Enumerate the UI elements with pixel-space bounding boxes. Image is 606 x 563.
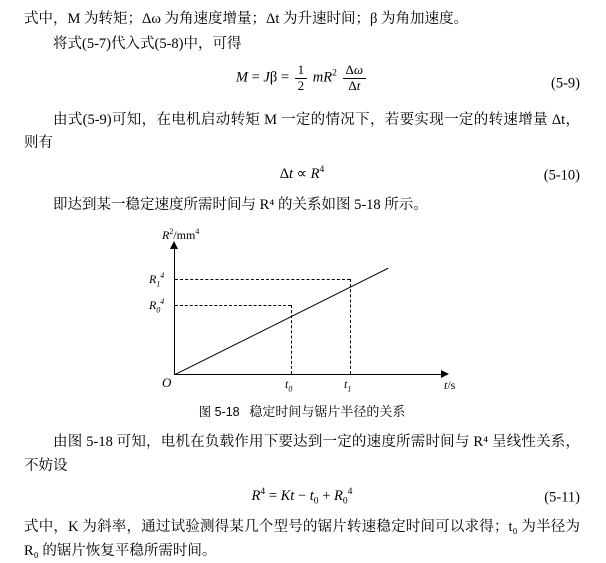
- equation-5-11-row: [24, 486, 580, 510]
- equation-5-11-body: $R^4 = Kt - t_0 + R_0^4$: [251, 486, 353, 508]
- fraction-one-half: $\frac{1}{2}$: [295, 63, 308, 93]
- equation-5-9-number: (5-9): [551, 75, 580, 92]
- fraction-delta-omega-delta-t: $\frac{\Delta\omega}{\Delta t}$: [343, 63, 367, 93]
- data-line: [175, 268, 388, 375]
- x-axis: [174, 374, 444, 375]
- x-axis-label: t/s: [444, 378, 456, 393]
- equation-5-11-number: (5-11): [544, 489, 580, 506]
- paragraph-linear-relation: 由图 5-18 可知，电机在负载作用下要达到一定的速度所需时间与 R⁴ 呈线性关系，不妨设: [24, 434, 580, 474]
- figure-caption-text: 稳定时间与锯片半径的关系: [249, 404, 406, 420]
- figure-5-18: [24, 229, 580, 425]
- chart-area: [144, 227, 474, 395]
- equation-5-10-row: [24, 164, 580, 188]
- y-axis: [174, 247, 175, 375]
- guide-line-r0: [175, 305, 291, 306]
- equation-5-10-number: (5-10): [543, 167, 580, 184]
- paragraph-formula-legend-1: 式中，M 为转矩；Δω 为角速度增量；Δt 为升速时间；β 为角加速度。: [24, 11, 468, 27]
- y-tick-label-r0: $R_0^4$: [149, 297, 165, 315]
- equation-5-9-row: [24, 63, 580, 105]
- paragraph-figure-reference: 即达到某一稳定速度所需时间与 R⁴ 的关系如图 5-18 所示。: [53, 196, 428, 213]
- x-tick-label-t1: $t_1$: [344, 377, 352, 394]
- equation-5-9-body: M = Jβ = $\frac{1}{2}$ $mR^2$ $\frac{\Delta\omega}{\Delta t}$: [24, 63, 580, 93]
- guide-line-r1: [175, 279, 350, 280]
- paragraph-formula-legend-2: 式中，K 为斜率，通过试验测得某几个型号的锯片转速稳定时间可以求得；t₀ 为半径为 R₀ 的锯片恢复平稳所需时间。: [24, 519, 580, 559]
- figure-caption-number: 图 5-18: [198, 405, 240, 420]
- y-tick-label-r1: $R_1^4$: [149, 271, 165, 289]
- figure-caption: [24, 401, 580, 420]
- x-tick-label-t0: $t_0$: [285, 377, 293, 394]
- equation-5-10-body: $\Delta t \propto R^4$: [279, 163, 325, 182]
- paragraph-from-eq-5-9: 由式(5-9)可知，在电机启动转矩 M 一定的情况下，若要实现一定的转速增量 Δt，则有: [24, 111, 580, 152]
- paragraph-substitution: 将式(5-7)代入式(5-8)中，可得: [53, 36, 242, 53]
- x-axis-arrow-icon: [441, 370, 449, 378]
- y-axis-label: $R^2/mm^4$: [162, 227, 200, 243]
- guide-line-t1: [350, 279, 351, 374]
- origin-label: O: [162, 375, 172, 391]
